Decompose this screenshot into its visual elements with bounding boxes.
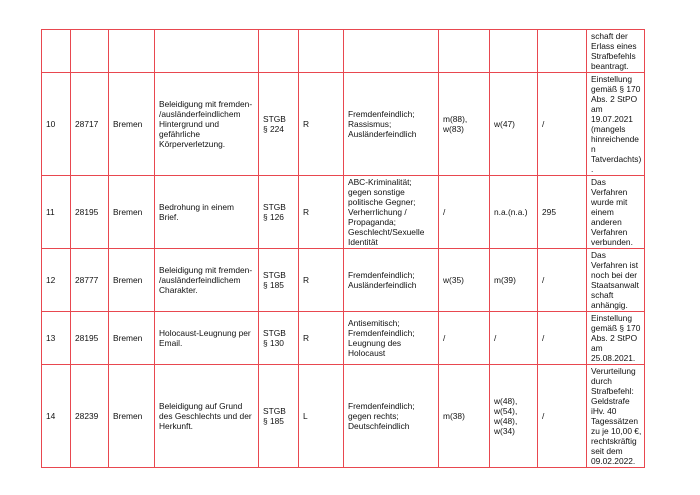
table-row <box>42 365 645 468</box>
cell-tat: Beleidigung mit fremden- /ausländerfeindlichem Hintergrund und gefährliche Körperverletzung. <box>155 73 259 176</box>
cell-phase <box>299 30 344 73</box>
cell-phase: R <box>299 73 344 176</box>
cell-tat: Holocaust-Leugnung per Email. <box>155 312 259 365</box>
cell-taeter: w(35) <box>439 249 490 312</box>
table-body <box>42 30 645 468</box>
table-row <box>42 176 645 249</box>
cell-bemerkung: Das Verfahren wurde mit einem anderen Verfahren verbunden. <box>587 176 645 249</box>
cell-tat: Bedrohung in einem Brief. <box>155 176 259 249</box>
cell-ort: Bremen <box>109 73 155 176</box>
cell-tat <box>155 30 259 73</box>
case-table <box>41 29 645 468</box>
cell-taeter: m(88), w(83) <box>439 73 490 176</box>
cell-taeter: / <box>439 312 490 365</box>
cell-delikt: STGB § 185 <box>259 365 299 468</box>
cell-extra: / <box>538 365 587 468</box>
cell-tat: Beleidigung mit fremden- /ausländerfeindlichem Charakter. <box>155 249 259 312</box>
cell-delikt: STGB § 224 <box>259 73 299 176</box>
cell-taeter: / <box>439 176 490 249</box>
table-row <box>42 30 645 73</box>
cell-bemerkung: Einstellung gemäß § 170 Abs. 2 StPO am 19.07.2021 (mangels hinreichende n Tatverdachts) . <box>587 73 645 176</box>
cell-motiv <box>344 30 439 73</box>
cell-phase: L <box>299 365 344 468</box>
cell-delikt: STGB § 185 <box>259 249 299 312</box>
cell-opfer: n.a.(n.a.) <box>490 176 538 249</box>
cell-phase: R <box>299 249 344 312</box>
table-row <box>42 312 645 365</box>
cell-nr: 12 <box>42 249 71 312</box>
cell-extra: / <box>538 312 587 365</box>
cell-phase: R <box>299 312 344 365</box>
cell-opfer: m(39) <box>490 249 538 312</box>
cell-extra: / <box>538 249 587 312</box>
cell-delikt: STGB § 130 <box>259 312 299 365</box>
cell-opfer: / <box>490 312 538 365</box>
cell-bemerkung: Das Verfahren ist noch bei der Staatsanwalt schaft anhängig. <box>587 249 645 312</box>
cell-nr: 10 <box>42 73 71 176</box>
cell-opfer: w(47) <box>490 73 538 176</box>
cell-ort <box>109 30 155 73</box>
cell-delikt <box>259 30 299 73</box>
cell-opfer <box>490 30 538 73</box>
cell-extra: / <box>538 73 587 176</box>
cell-ort: Bremen <box>109 249 155 312</box>
cell-taeter <box>439 30 490 73</box>
cell-nr: 14 <box>42 365 71 468</box>
cell-bemerkung: Verurteilung durch Strafbefehl: Geldstrafe iHv. 40 Tagessätzen zu je 10,00 €, rechtskräftig seit dem 09.02.2022. <box>587 365 645 468</box>
cell-phase: R <box>299 176 344 249</box>
cell-bemerkung: schaft der Erlass eines Strafbefehls beantragt. <box>587 30 645 73</box>
cell-tat: Beleidigung auf Grund des Geschlechts und der Herkunft. <box>155 365 259 468</box>
cell-plz: 28777 <box>71 249 109 312</box>
cell-motiv: Antisemitisch; Fremdenfeindlich; Leugnung des Holocaust <box>344 312 439 365</box>
cell-ort: Bremen <box>109 312 155 365</box>
cell-plz <box>71 30 109 73</box>
cell-nr: 13 <box>42 312 71 365</box>
cell-nr <box>42 30 71 73</box>
cell-bemerkung: Einstellung gemäß § 170 Abs. 2 StPO am 25.08.2021. <box>587 312 645 365</box>
cell-plz: 28717 <box>71 73 109 176</box>
cell-nr: 11 <box>42 176 71 249</box>
table-row <box>42 73 645 176</box>
table-row <box>42 249 645 312</box>
cell-extra: 295 <box>538 176 587 249</box>
cell-plz: 28239 <box>71 365 109 468</box>
cell-motiv: Fremdenfeindlich; gegen rechts; Deutschfeindlich <box>344 365 439 468</box>
cell-extra <box>538 30 587 73</box>
cell-opfer: w(48), w(54), w(48), w(34) <box>490 365 538 468</box>
cell-motiv: Fremdenfeindlich; Rassismus; Ausländerfeindlich <box>344 73 439 176</box>
cell-ort: Bremen <box>109 365 155 468</box>
cell-delikt: STGB § 126 <box>259 176 299 249</box>
cell-ort: Bremen <box>109 176 155 249</box>
cell-motiv: Fremdenfeindlich; Ausländerfeindlich <box>344 249 439 312</box>
cell-plz: 28195 <box>71 312 109 365</box>
cell-taeter: m(38) <box>439 365 490 468</box>
cell-motiv: ABC-Kriminalität; gegen sonstige politische Gegner; Verherrlichung / Propaganda; Geschlecht/Sexuelle Identität <box>344 176 439 249</box>
cell-plz: 28195 <box>71 176 109 249</box>
